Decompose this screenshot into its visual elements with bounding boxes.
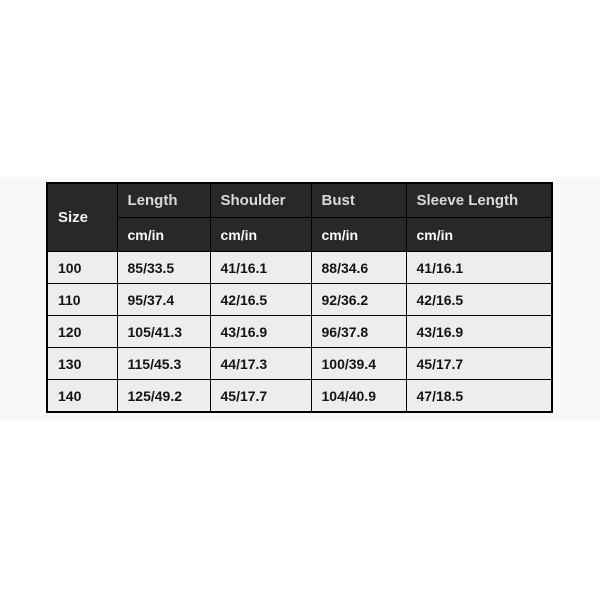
cell-length: 85/33.5 (117, 252, 210, 284)
cell-size: 130 (47, 348, 117, 380)
cell-length: 95/37.4 (117, 284, 210, 316)
unit-shoulder: cm/in (210, 218, 311, 252)
unit-bust: cm/in (311, 218, 406, 252)
header-sleeve-length: Sleeve Length (406, 183, 552, 218)
table-row-size-140 (47, 380, 552, 413)
table-row-size-100 (47, 252, 552, 284)
cell-shoulder: 45/17.7 (210, 380, 311, 413)
table-body (47, 252, 552, 413)
cell-shoulder: 42/16.5 (210, 284, 311, 316)
cell-length: 105/41.3 (117, 316, 210, 348)
cell-length: 115/45.3 (117, 348, 210, 380)
header-bust: Bust (311, 183, 406, 218)
table-row-size-130 (47, 348, 552, 380)
cell-size: 140 (47, 380, 117, 413)
cell-bust: 88/34.6 (311, 252, 406, 284)
cell-size: 120 (47, 316, 117, 348)
unit-sleeve-length: cm/in (406, 218, 552, 252)
header-length: Length (117, 183, 210, 218)
cell-bust: 104/40.9 (311, 380, 406, 413)
cell-length: 125/49.2 (117, 380, 210, 413)
size-chart-table (46, 182, 553, 413)
cell-sleeve-length: 43/16.9 (406, 316, 552, 348)
cell-size: 100 (47, 252, 117, 284)
cell-shoulder: 44/17.3 (210, 348, 311, 380)
cell-shoulder: 41/16.1 (210, 252, 311, 284)
cell-sleeve-length: 47/18.5 (406, 380, 552, 413)
table-row-size-120 (47, 316, 552, 348)
header-shoulder: Shoulder (210, 183, 311, 218)
cell-shoulder: 43/16.9 (210, 316, 311, 348)
cell-sleeve-length: 45/17.7 (406, 348, 552, 380)
cell-bust: 100/39.4 (311, 348, 406, 380)
header-size: Size (47, 183, 117, 252)
unit-length: cm/in (117, 218, 210, 252)
cell-bust: 96/37.8 (311, 316, 406, 348)
table-header (47, 183, 552, 252)
header-unit-row (47, 218, 552, 252)
cell-bust: 92/36.2 (311, 284, 406, 316)
cell-sleeve-length: 41/16.1 (406, 252, 552, 284)
cell-size: 110 (47, 284, 117, 316)
cell-sleeve-length: 42/16.5 (406, 284, 552, 316)
header-label-row (47, 183, 552, 218)
table-row-size-110 (47, 284, 552, 316)
